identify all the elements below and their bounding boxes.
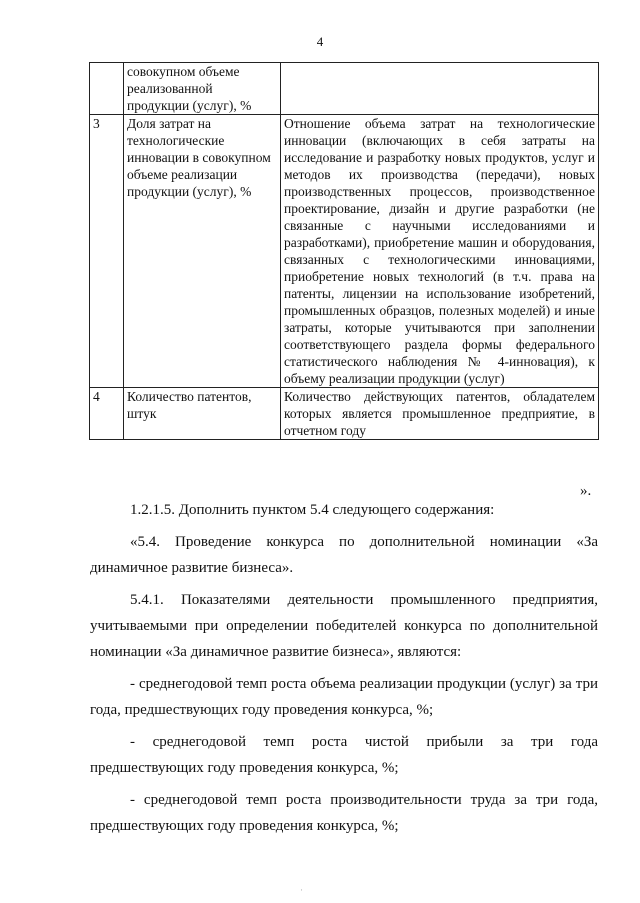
indicator-description: Количество действующих патентов, обладателем которых является промышленное предприятие, в отчетном году	[281, 388, 599, 440]
document-body	[90, 497, 598, 839]
paragraph: 1.2.1.5. Дополнить пунктом 5.4 следующего содержания:	[130, 502, 495, 518]
paragraph: «5.4. Проведение конкурса по дополнительной номинации «За динамичное развитие бизнеса».	[90, 534, 598, 576]
indicator-description	[281, 63, 599, 115]
row-number: 3	[90, 115, 124, 388]
table-row	[90, 115, 599, 388]
table-row	[90, 388, 599, 440]
indicator-name: совокупном объеме реализованной продукции (услуг), %	[124, 63, 281, 115]
paragraph: 5.4.1. Показателями деятельности промышленного предприятия, учитываемыми при определении победителей конкурса по дополнительной номинации «За динамичное развитие бизнеса», являются:	[90, 592, 598, 660]
table-row	[90, 63, 599, 115]
list-item: - среднегодовой темп роста производительности труда за три года, предшествующих году проведения конкурса, %;	[90, 792, 598, 834]
page-number: 4	[316, 34, 324, 49]
indicator-name: Количество патентов, штук	[124, 388, 281, 440]
indicator-description: Отношение объема затрат на технологические инновации (включающих в себя затраты на исследование и разработку новых продуктов, услуг и методов их производства (передачи), новых производственных процессов, производственное проектирование, дизайн и другие разработки (не связанные с научными исследованиями и разработками), приобретение машин и оборудования, связанных с технологическими инновациями, приобретение новых технологий (в т.ч. права на патенты, лицензии на использование изобретений, промышленных образцов, полезных моделей) и иные затраты, которые учитываются при заполнении соответствующего раздела формы федерального статистического наблюдения № 4-инновация), к объему реализации продукции (услуг)	[281, 115, 599, 388]
row-number	[90, 63, 124, 115]
row-number: 4	[90, 388, 124, 440]
list-item: - среднегодовой темп роста объема реализации продукции (услуг) за три года, предшествующих году проведения конкурса, %;	[90, 676, 598, 718]
closing-quote: ».	[580, 483, 592, 499]
indicator-name: Доля затрат на технологические инновации в совокупном объеме реализации продукции (услуг), %	[124, 115, 281, 388]
list-item: - среднегодовой темп роста чистой прибыли за три года предшествующих году проведения конкурса, %;	[90, 734, 598, 776]
indicators-table	[89, 62, 599, 440]
scan-mark: ·	[300, 885, 303, 895]
